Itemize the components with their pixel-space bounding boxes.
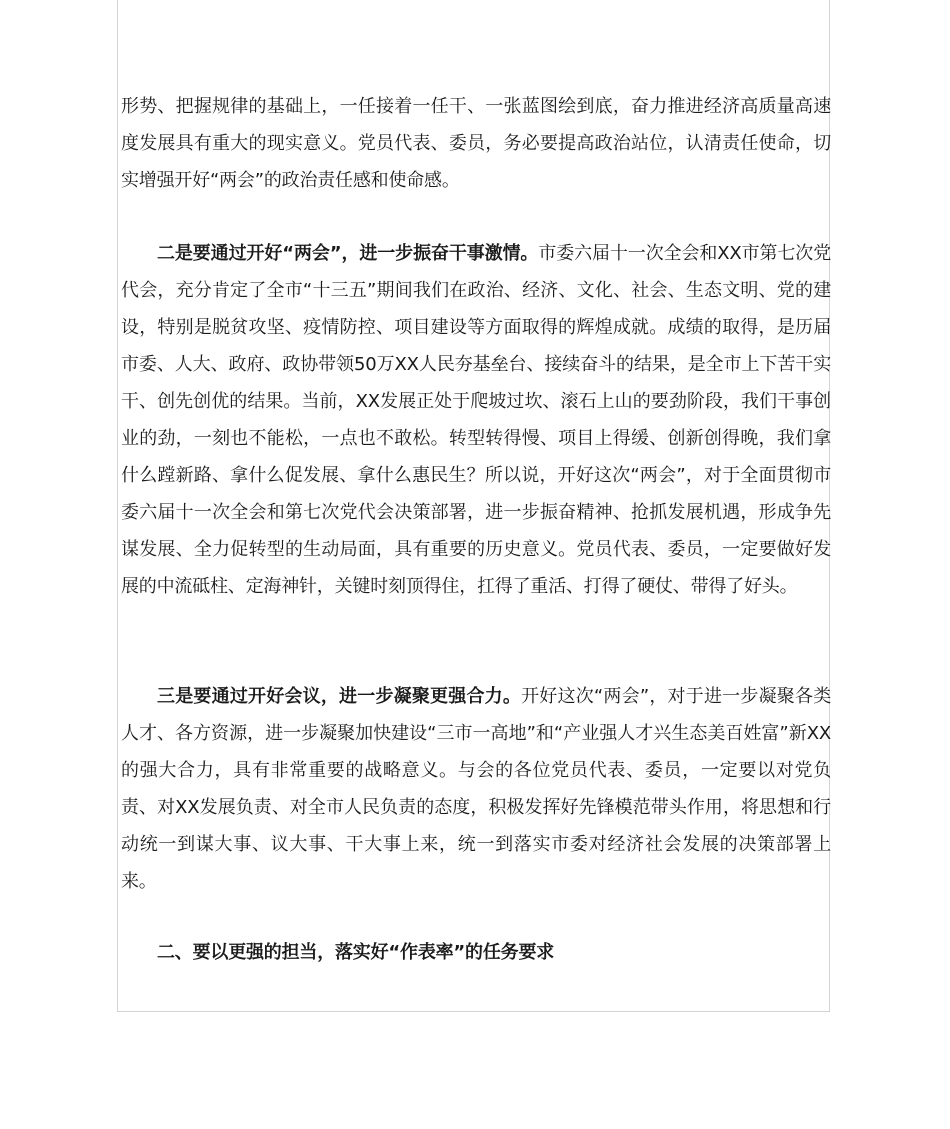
paragraph-2-text: 市委六届十一次全会和XX市第七次党代会，充分肯定了全市“十三五”期间我们在政治、经济、文化、社会、生态文明、党的建设，特别是脱贫攻坚、疫情防控、项目建设等方面取得的辉煌成就。成绩的取得，是历届市委、人大、政府、政协带领50万XX人民夯基垒台、接续奋斗的结果，是全市上下苦干实干、创先创优的结果。当前，XX发展正处于爬坡过坎、滚石上山的要劲阶段，我们干事创业的劲，一刻也不能松，一点也不敢松。转型转得慢、项目上得缓、创新创得晚，我们拿什么蹚新路、拿什么促发展、拿什么惠民生？所以说，开好这次“两会”，对于全面贯彻市委六届十一次全会和第七次党代会决策部署，进一步振奋精神、抢抓发展机遇，形成争先谋发展、全力促转型的生动局面，具有重要的历史意义。党员代表、委员，一定要做好发展的中流砥柱、定海神针，关键时刻顶得住，扛得了重活、打得了硬仗、带得了好头。: [121, 243, 831, 597]
paragraph-2-lead: 二是要通过开好“两会”，进一步振奋干事激情。: [157, 243, 539, 264]
paragraph-2: [121, 235, 831, 605]
paragraph-3-text: 开好这次“两会”，对于进一步凝聚各类人才、各方资源，进一步凝聚加快建设“三市一高地”和“产业强人才兴生态美百姓富”新XX的强大合力，具有非常重要的战略意义。与会的各位党员代表、委员，一定要以对党负责、对XX发展负责、对全市人民负责的态度，积极发挥好先锋模范带头作用，将思想和行动统一到谋大事、议大事、干大事上来，统一到落实市委对经济社会发展的决策部署上来。: [121, 686, 831, 892]
paragraph-1-text: 形势、把握规律的基础上，一任接着一任干、一张蓝图绘到底，奋力推进经济高质量高速度发展具有重大的现实意义。党员代表、委员，务必要提高政治站位，认清责任使命，切实增强开好“两会”的政治责任感和使命感。: [121, 96, 831, 191]
section-heading: 二、要以更强的担当，落实好“作表率”的任务要求: [157, 942, 555, 963]
paragraph-1: [121, 88, 831, 199]
paragraph-3: [121, 678, 831, 900]
paragraph-3-lead: 三是要通过开好会议，进一步凝聚更强合力。: [157, 686, 522, 707]
